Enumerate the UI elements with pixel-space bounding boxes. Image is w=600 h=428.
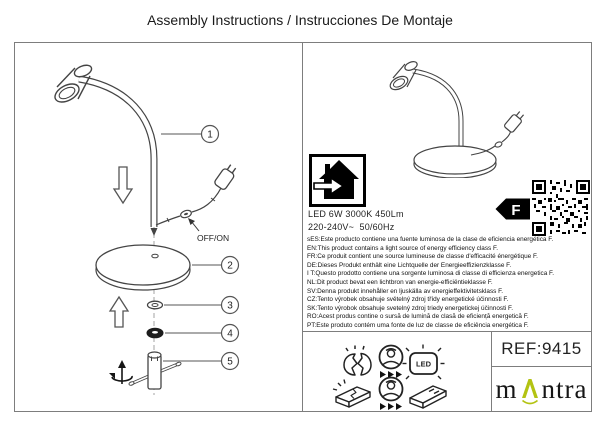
brand-caret-icon [519,376,541,406]
callout-2 [192,257,239,274]
lang-line-fr: FR:Ce produit contient une source lumineuse de classe d'efficacité énergétique F. [307,253,538,261]
lang-line-sv: SV:Denna produkt innehåller en ljuskälla av energieffektivitetsklass F. [307,287,504,295]
technician-icon-2 [380,378,403,401]
assembled-base [414,146,496,178]
insert-down-arrow-icon [114,167,132,203]
service-pictograms-drawing [303,332,491,414]
svg-text:4: 4 [227,328,233,340]
callout-1 [161,126,219,143]
assembled-plug [504,110,526,134]
assembled-switch [494,141,502,148]
qr-code [532,180,590,236]
assembly-tool [129,352,182,389]
reference-column [491,332,591,411]
rotate-arrow-icon [109,360,132,384]
svg-text:5: 5 [227,356,233,368]
washer [148,301,163,309]
page-title: Assembly Instructions / Instrucciones De Montaje [147,12,453,28]
switch-label: OFF/ON [197,233,230,243]
svg-text:2: 2 [227,260,233,272]
callout-4 [165,325,239,342]
led-module-icon [403,345,445,380]
energy-class-label [495,198,531,220]
svg-text:3: 3 [227,300,233,312]
power-plug [214,163,239,191]
led-icon-text: LED [416,359,431,369]
lang-line-nl: NL:Dit product bevat een lichtbron van energie-efficiëntieklasse F. [307,278,493,286]
replace-arrows-icon-2 [380,403,402,410]
lang-line-pt: PT:Este produto contém uma fonte de luz de classe de eficiência energética F. [307,321,529,329]
lang-line-de: DE:Dieses Produkt enthält eine Lichtquelle der Energieeffizienzklasse F. [307,261,512,269]
callout-3 [164,297,239,314]
switch-label-pointer [188,218,199,231]
info-panel [303,43,591,411]
mantra-logo [492,367,591,411]
lamp-head [52,63,93,106]
lang-line-sk: SK:Tento výrobok obsahuje svetelný zdroj triedy energetickej účinnosti F. [307,304,514,312]
exploded-lamp-drawing [15,43,301,411]
energy-class-letter: F [511,202,521,219]
language-statements [307,236,591,331]
lang-line-ro: RO:Acest produs contine o sursă de lumină de clasă de eficiență energetică F. [307,313,529,321]
svg-text:1: 1 [207,129,213,141]
driver-icon [410,386,446,408]
technician-icon [380,346,403,369]
broken-lamp-icon [344,346,371,376]
service-pictograms [303,332,491,411]
power-cord [156,188,221,225]
lamp-spec-line: LED 6W 3000K 450Lm [308,209,404,219]
brand-prefix: m [495,373,518,404]
assembled-head [388,60,419,93]
instruction-sheet [14,42,592,412]
lang-line-en: EN:This product contains a light source of energy efficiency class F. [307,244,498,252]
lang-line-cz: CZ:Tento výrobek obsahuje světelný zdroj třídy energetické účinnosti F. [307,296,509,304]
lamp-base [96,245,190,290]
voltage-spec-line: 220-240V~ 50/60Hz [308,222,395,232]
damaged-driver-icon [333,380,370,408]
lang-line-es: sES:Este producto contiene una fuente luminosa de la clase de eficiencia energética F. [307,236,554,243]
inline-switch [180,209,193,219]
insert-up-arrow-icon [110,297,128,327]
lang-line-it: I T:Questo prodotto contiene una sorgente luminosa di classe di efficienza energetica F. [307,270,555,278]
reference-number: REF:9415 [492,332,591,367]
nut [147,328,163,338]
indoor-use-icon [309,154,366,207]
brand-suffix: ntra [541,373,588,404]
bottom-row [303,331,591,411]
lamp-arm [79,79,158,236]
exploded-diagram-panel [15,43,303,411]
